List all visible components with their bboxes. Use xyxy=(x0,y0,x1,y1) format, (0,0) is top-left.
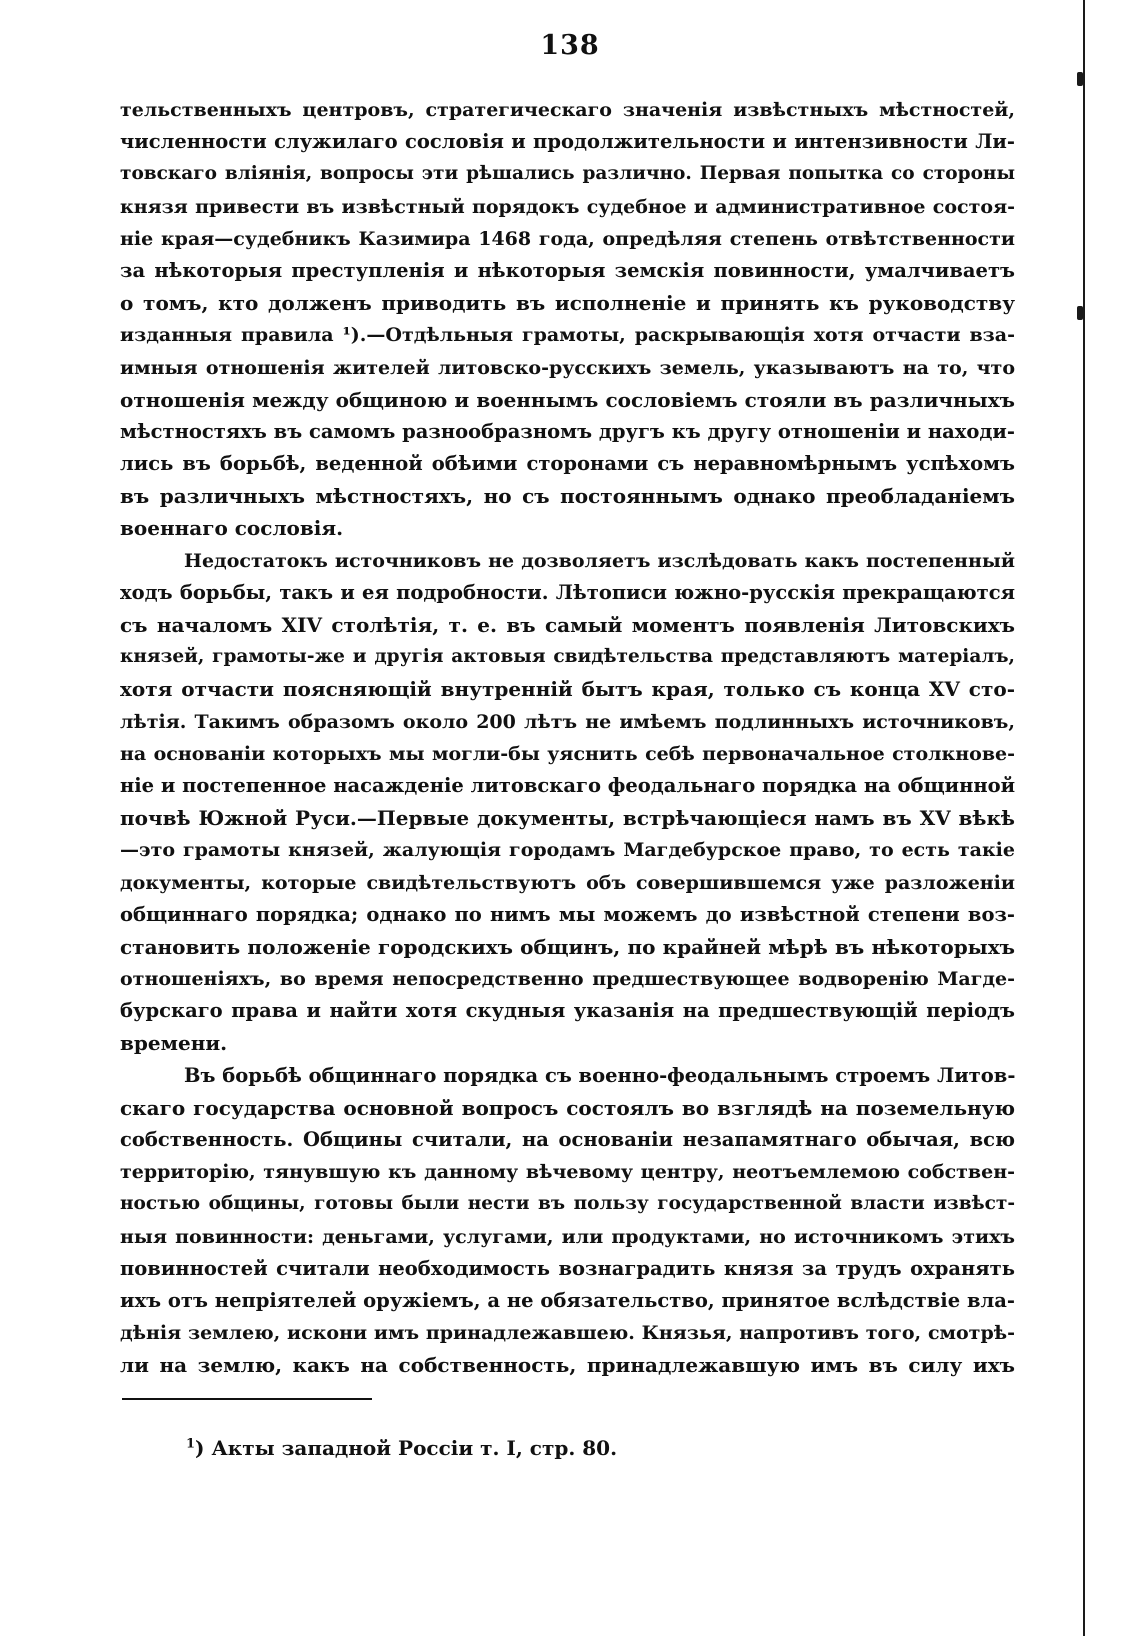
body-text xyxy=(120,94,1015,1382)
text-line: отношеніяхъ, во время непосредственно предшествующее водворенію Магде- xyxy=(120,968,1015,991)
text-line: мѣстностяхъ въ самомъ разнообразномъ другъ къ другу отношеніи и находи- xyxy=(120,419,1015,443)
page-number: 138 xyxy=(540,30,600,61)
text-line: дѣнія землею, искони имъ принадлежавшею. Князья, напротивъ того, смотрѣ- xyxy=(120,1322,1015,1345)
text-line: численности служилаго сословія и продолжительности и интензивности Ли- xyxy=(120,130,1015,154)
text-line: бурскаго права и найти хотя скудныя указанія на предшествующій періодъ xyxy=(120,999,1015,1023)
text-line: времени. xyxy=(120,1031,228,1056)
text-line: ностью общины, готовы были нести въ пользу государственной власти извѣст- xyxy=(120,1193,1015,1215)
text-line: лѣтія. Такимъ образомъ около 200 лѣтъ не имѣемъ подлинныхъ источниковъ, xyxy=(120,710,1015,733)
text-line: за нѣкоторыя преступленія и нѣкоторыя земскія повинности, умалчиваетъ xyxy=(120,258,1015,282)
text-line: Недостатокъ источниковъ не дозволяетъ изслѣдовать какъ постепенный xyxy=(184,549,1015,572)
paragraph-3 xyxy=(120,1060,1015,1382)
text-line: имныя отношенія жителей литовско-русскихъ земель, указываютъ на то, что xyxy=(120,356,1015,379)
text-line: ніе и постепенное насажденіе литовскаго феодальнаго порядка на общинной xyxy=(120,773,1015,797)
text-line: повинностей считали необходимость вознаградить князя за трудъ охранять xyxy=(120,1256,1015,1280)
footnote xyxy=(186,1436,617,1460)
text-line: тельственныхъ центровъ, стратегическаго значенія извѣстныхъ мѣстностей, xyxy=(120,99,1015,121)
text-line: на основаніи которыхъ мы могли-бы уяснить себѣ первоначальное столкнове- xyxy=(120,742,1015,765)
footnote-text: ) Акты западной Россіи т. I, стр. 80. xyxy=(195,1436,618,1460)
text-line: въ различныхъ мѣстностяхъ, но съ постояннымъ однако преобладаніемъ xyxy=(120,484,1015,509)
footnote-rule xyxy=(122,1398,372,1400)
text-line: территорію, тянувшую къ данному вѣчевому центру, неотъемлемою собствен- xyxy=(120,1161,1015,1184)
page-edge-line xyxy=(1083,0,1085,1636)
text-line: изданныя правила ¹).—Отдѣльныя грамоты, раскрывающія хотя отчасти вза- xyxy=(120,324,1015,347)
text-line: ли на землю, какъ на собственность, принадлежавшую имъ въ силу ихъ xyxy=(120,1353,1015,1378)
text-line: ихъ отъ непріятелей оружіемъ, а не обязательство, принятое вслѣдствіе вла- xyxy=(120,1288,1015,1312)
text-line: —это грамоты князей, жалующія городамъ Магдебурское право, то есть такіе xyxy=(120,839,1015,862)
text-line: становить положеніе городскихъ общинъ, по крайней мѣрѣ въ нѣкоторыхъ xyxy=(120,934,1015,959)
text-line: общиннаго порядка; однако по нимъ мы можемъ до извѣстной степени воз- xyxy=(120,902,1015,926)
text-line: военнаго сословія. xyxy=(120,516,344,541)
text-line: собственность. Общины считали, на основаніи незапамятнаго обычая, всю xyxy=(120,1128,1015,1151)
page-edge-mark xyxy=(1077,72,1083,86)
text-line: лись въ борьбѣ, веденной обѣими сторонами съ неравномѣрнымъ успѣхомъ xyxy=(120,452,1015,476)
footnote-marker: 1 xyxy=(186,1436,196,1452)
paragraph-1 xyxy=(120,94,1015,545)
text-line: документы, которые свидѣтельствуютъ объ совершившемся уже разложеніи xyxy=(120,871,1015,894)
text-line: князей, грамоты-же и другія актовыя свидѣтельства представляютъ матеріалъ, xyxy=(120,646,1015,668)
text-line: князя привести въ извѣстный порядокъ судебное и административное состоя- xyxy=(120,195,1015,218)
text-line: отношенія между общиною и военнымъ сословіемъ стояли въ различныхъ xyxy=(120,387,1015,412)
text-line: ніе края—судебникъ Казимира 1468 года, опредѣляя степень отвѣтственности xyxy=(120,227,1015,250)
text-line: о томъ, кто долженъ приводить въ исполненіе и принять къ руководству xyxy=(120,291,1015,316)
text-line: товскаго вліянія, вопросы эти рѣшались различно. Первая попытка со стороны xyxy=(120,163,1015,185)
text-line: скаго государства основной вопросъ состоялъ во взглядѣ на поземельную xyxy=(120,1095,1015,1120)
paragraph-2 xyxy=(120,545,1015,1060)
page-edge-mark xyxy=(1077,306,1083,320)
text-line: ходъ борьбы, такъ и ея подробности. Лѣтописи южно-русскія прекращаются xyxy=(120,580,1015,604)
text-line: почвѣ Южной Руси.—Первые документы, встрѣчающіеся намъ въ XV вѣкѣ xyxy=(120,806,1015,831)
text-line: ныя повинности: деньгами, услугами, или продуктами, но источникомъ этихъ xyxy=(120,1225,1015,1248)
text-line: Въ борьбѣ общиннаго порядка съ военно-феодальнымъ строемъ Литов- xyxy=(184,1063,1015,1087)
text-line: хотя отчасти поясняющій внутренній бытъ края, только съ конца XV сто- xyxy=(120,677,1015,702)
text-line: съ началомъ XIV столѣтія, т. е. въ самый моментъ появленія Литовскихъ xyxy=(120,613,1015,637)
